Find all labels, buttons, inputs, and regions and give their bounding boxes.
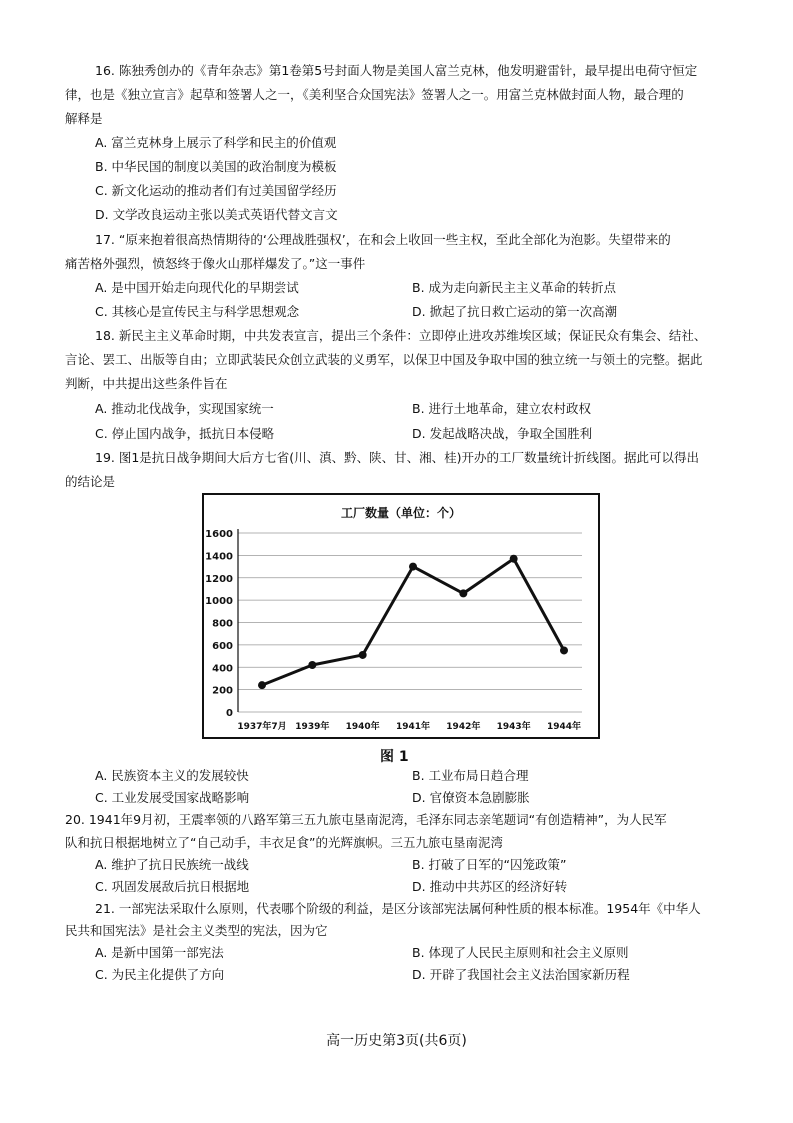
x-tick-label: 1942年 (446, 722, 481, 732)
chart-svg (202, 493, 600, 739)
q18-option-d: D. 发起战略决战，争取全国胜利 (412, 426, 593, 441)
q21-stem-line-1: 21. 一部宪法采取什么原则，代表哪个阶级的利益，是区分该部宪法属何种性质的根本标准。1954年《中华人 (95, 901, 701, 916)
y-tick-label: 1600 (205, 529, 233, 540)
q17-option-b: B. 成为走向新民主主义革命的转折点 (412, 280, 617, 295)
q17-stem-line-2: 痛苦格外强烈，愤怒终于像火山那样爆发了。”这一事件 (65, 256, 366, 271)
q17-option-c: C. 其核心是宣传民主与科学思想观念 (95, 304, 300, 319)
q21-option-b: B. 体现了人民民主原则和社会主义原则 (412, 945, 629, 960)
q20-stem-line-1: 20. 1941年9月初，王震率领的八路军第三五九旅屯垦南泥湾，毛泽东同志亲笔题词“有创造精神”，为人民军 (65, 812, 667, 827)
x-tick-label: 1944年 (546, 722, 582, 732)
q16-option-b: B. 中华民国的制度以美国的政治制度为模板 (95, 159, 337, 174)
q18-option-a: A. 推动北伐战争，实现国家统一 (95, 401, 274, 416)
x-tick-label: 1937年7月 (237, 722, 287, 732)
x-tick-label: 1940年 (345, 722, 380, 732)
q21-option-a: A. 是新中国第一部宪法 (95, 945, 224, 960)
x-tick-label: 1943年 (496, 722, 531, 732)
factory-count-chart (202, 493, 600, 739)
data-point (308, 661, 316, 669)
chart-frame (203, 494, 599, 738)
data-point (510, 555, 518, 563)
q18-stem-line-3: 判断，中共提出这些条件旨在 (65, 376, 228, 391)
q18-stem-line-1: 18. 新民主主义革命时期，中共发表宣言，提出三个条件：立即停止进攻苏维埃区域；保证民众有集会、结社、 (95, 328, 707, 343)
q21-stem-line-2: 民共和国宪法》是社会主义类型的宪法，因为它 (65, 923, 328, 938)
data-point (459, 589, 467, 597)
q16-stem-line-1: 16. 陈独秀创办的《青年杂志》第1卷第5号封面人物是美国人富兰克林，他发明避雷针，最早提出电荷守恒定 (95, 63, 698, 78)
q21-option-c: C. 为民主化提供了方向 (95, 967, 225, 982)
data-point (409, 563, 417, 571)
x-tick-label: 1939年 (295, 722, 330, 732)
q16-option-c: C. 新文化运动的推动者们有过美国留学经历 (95, 183, 337, 198)
q19-stem-line-2: 的结论是 (65, 474, 116, 489)
q18-option-c: C. 停止国内战争，抵抗日本侵略 (95, 426, 275, 441)
q16-option-a: A. 富兰克林身上展示了科学和民主的价值观 (95, 135, 337, 150)
q18-option-b: B. 进行土地革命，建立农村政权 (412, 401, 592, 416)
q19-option-d: D. 官僚资本急剧膨胀 (412, 790, 530, 805)
x-tick-label: 1941年 (395, 722, 431, 732)
y-tick-label: 0 (226, 708, 233, 719)
q21-option-d: D. 开辟了我国社会主义法治国家新历程 (412, 967, 630, 982)
q20-option-b: B. 打破了日军的“囚笼政策” (412, 857, 567, 872)
q20-option-d: D. 推动中共苏区的经济好转 (412, 879, 568, 894)
y-tick-label: 1400 (205, 551, 233, 563)
q16-stem-line-2: 律，也是《独立宣言》起草和签署人之一，《美利坚合众国宪法》签署人之一。用富兰克林做封面人物，最合理的 (65, 87, 684, 102)
q16-stem-line-3: 解释是 (65, 111, 103, 126)
q16-option-d: D. 文学改良运动主张以美式英语代替文言文 (95, 207, 338, 222)
y-tick-label: 200 (212, 685, 233, 697)
y-tick-label: 800 (212, 618, 233, 630)
y-tick-label: 1200 (205, 573, 233, 585)
q17-stem-line-1: 17. “原来抱着很高热情期待的‘公理战胜强权’，在和会上收回一些主权，至此全部化为泡影。失望带来的 (95, 232, 671, 247)
data-point (560, 646, 568, 654)
data-point (258, 681, 266, 689)
y-tick-label: 1000 (205, 596, 233, 608)
q19-option-b: B. 工业布局日趋合理 (412, 768, 529, 783)
q20-stem-line-2: 队和抗日根据地树立了“自己动手，丰衣足食”的光辉旗帜。三五九旅屯垦南泥湾 (65, 835, 503, 850)
page-footer: 高一历史第3页(共6页) (326, 1033, 467, 1049)
q19-option-c: C. 工业发展受国家战略影响 (95, 790, 250, 805)
q19-option-a: A. 民族资本主义的发展较快 (95, 768, 249, 783)
q17-option-a: A. 是中国开始走向现代化的早期尝试 (95, 280, 299, 295)
q20-option-a: A. 维护了抗日民族统一战线 (95, 857, 249, 872)
y-tick-label: 400 (212, 663, 233, 675)
q20-option-c: C. 巩固发展敌后抗日根据地 (95, 879, 250, 894)
q18-stem-line-2: 言论、罢工、出版等自由；立即武装民众创立武装的义勇军，以保卫中国及争取中国的独立统一与领土的完整。据此 (65, 352, 703, 367)
y-tick-label: 600 (212, 640, 233, 652)
q19-stem-line-1: 19. 图1是抗日战争期间大后方七省(川、滇、黔、陕、甘、湘、桂)开办的工厂数量统计折线图。据此可以得出 (95, 450, 700, 465)
q17-option-d: D. 掀起了抗日救亡运动的第一次高潮 (412, 304, 618, 319)
data-point (359, 651, 367, 659)
chart-title: 工厂数量（单位：个） (340, 506, 462, 520)
figure-caption: 图 1 (380, 749, 409, 765)
